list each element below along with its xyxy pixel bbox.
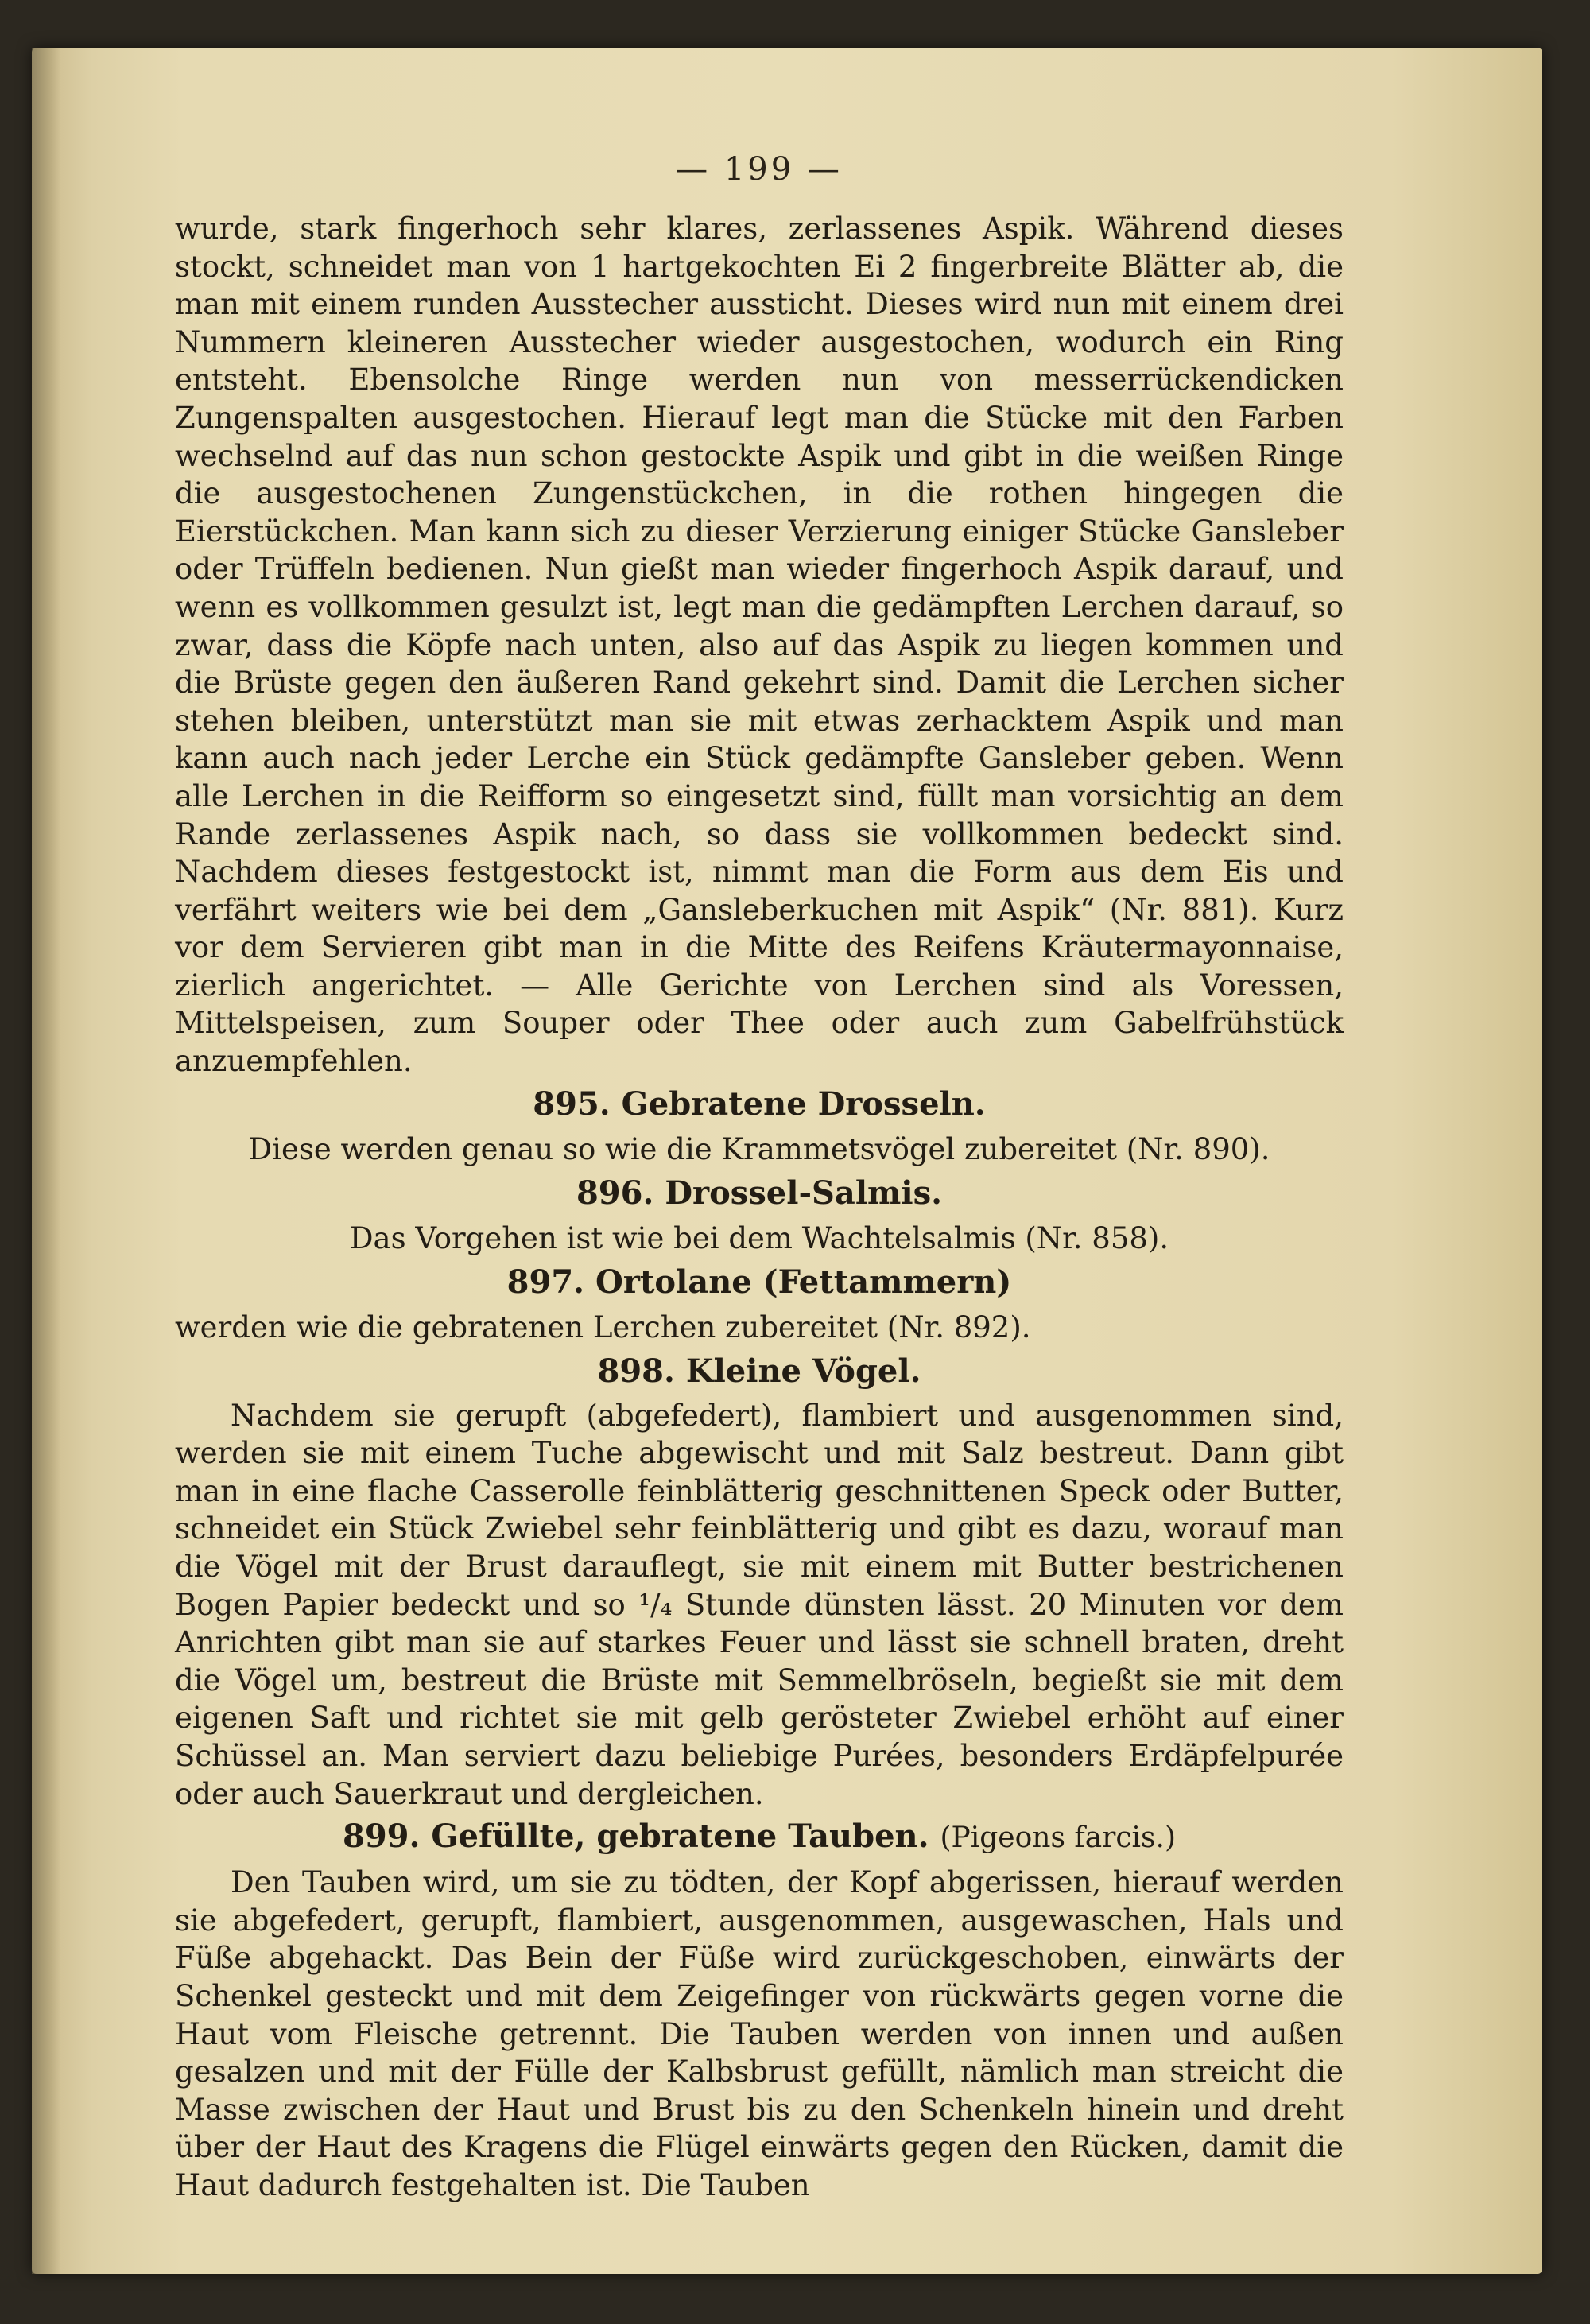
recipe-heading-897: 897. Ortolane (Fettammern) [506, 1263, 1012, 1301]
page-content [175, 151, 1344, 2205]
paragraph-lerchen-continued: wurde, stark fingerhoch sehr klares, zerlassenes Aspik. Während dieses stockt, schneidet man von 1 hartgekochten Ei 2 fingerbreite Blätter ab, die man mit einem runden Ausstecher aussticht. Dieses wird nun mit einem drei Nummern kleineren Ausstecher wieder ausgestochen, wodurch ein Ring entsteht. Ebensolche Ringe werden nun von messerrückendicken Zungenspalten ausgestochen. Hierauf legt man die Stücke mit den Farben wechselnd auf das nun schon gestockte Aspik und gibt in die weißen Ringe die ausgestochenen Zungenstückchen, in die rothen hingegen die Eierstückchen. Man kann sich zu dieser Verzierung einiger Stücke Gansleber oder Trüffeln bedienen. Nun gießt man wieder fingerhoch Aspik darauf, und wenn es vollkommen gesulzt ist, legt man die gedämpften Lerchen darauf, so zwar, dass die Köpfe nach unten, also auf das Aspik zu liegen kommen und die Brüste gegen den äußeren Rand gekehrt sind. Damit die Lerchen sicher stehen bleiben, unterstützt man sie mit etwas zerhacktem Aspik und man kann auch nach jeder Lerche ein Stück gedämpfte Gansleber geben. Wenn alle Lerchen in die Reifform so eingesetzt sind, füllt man vorsichtig an dem Rande zerlassenes Aspik nach, so dass sie vollkommen bedeckt sind. Nachdem dieses festgestockt ist, nimmt man die Form aus dem Eis und verfährt weiters wie bei dem „Gansleberkuchen mit Aspik“ (Nr. 881). Kurz vor dem Servieren gibt man in die Mitte des Reifens Kräutermayonnaise, zierlich angerichtet. — Alle Gerichte von Lerchen sind als Voressen, Mittelspeisen, zum Souper oder Thee oder auch zum Gabelfrühstück anzuempfehlen. [175, 211, 1344, 1079]
recipe-text-896: Das Vorgehen ist wie bei dem Wachtelsalmis (Nr. 858). [349, 1220, 1169, 1255]
recipe-heading-899-title: 899. Gefüllte, gebratene Tauben. [342, 1818, 929, 1856]
page-number: — 199 — [676, 151, 843, 188]
page-binding-shadow [32, 48, 60, 2274]
recipe-text-897: werden wie die gebratenen Lerchen zubereitet (Nr. 892). [175, 1309, 1031, 1344]
recipe-heading-899-subtitle: (Pigeons farcis.) [940, 1822, 1177, 1855]
recipe-heading-896: 896. Drossel-Salmis. [576, 1174, 943, 1212]
recipe-text-899: Den Tauben wird, um sie zu tödten, der Kopf abgerissen, hierauf werden sie abgefedert, gerupft, flambiert, ausgenommen, ausgewaschen, Hals und Füße abgehackt. Das Bein der Füße wird zurückgeschoben, einwärts der Schenkel gesteckt und mit dem Zeigefinger von rückwärts gegen vorne die Haut vom Fleische getrennt. Die Tauben werden von innen und außen gesalzen und mit der Fülle der Kalbsbrust gefüllt, nämlich man streicht die Masse zwischen der Haut und Brust bis zu den Schenkeln hinein und dreht über der Haut des Kragens die Flügel einwärts gegen den Rücken, damit die Haut dadurch festgehalten ist. Die Tauben [175, 1865, 1344, 2202]
recipe-heading-895: 895. Gebratene Drosseln. [533, 1084, 986, 1123]
recipe-text-898: Nachdem sie gerupft (abgefedert), flambiert und ausgenommen sind, werden sie mit einem Tuche abgewischt und mit Salz bestreut. Dann gibt man in eine flache Casserolle feinblätterig geschnittenen Speck oder Butter, schneidet ein Stück Zwiebel sehr feinblätterig und gibt es dazu, worauf man die Vögel mit der Brust darauflegt, sie mit einem mit Butter bestrichenen Bogen Papier bedeckt und so ¹/₄ Stunde dünsten lässt. 20 Minuten vor dem Anrichten gibt man sie auf starkes Feuer und lässt sie schnell braten, dreht die Vögel um, bestreut die Brüste mit Semmelbröseln, begießt sie mit dem eigenen Saft und richtet sie mit gelb gerösteter Zwiebel erhöht auf einer Schüssel an. Man serviert dazu beliebige Purées, besonders Erdäpfelpurée oder auch Sauerkraut und dergleichen. [175, 1398, 1344, 1811]
recipe-heading-898: 898. Kleine Vögel. [597, 1352, 921, 1390]
recipe-heading-899 [175, 1816, 1344, 1859]
recipe-text-895: Diese werden genau so wie die Krammetsvögel zubereitet (Nr. 890). [248, 1131, 1270, 1166]
